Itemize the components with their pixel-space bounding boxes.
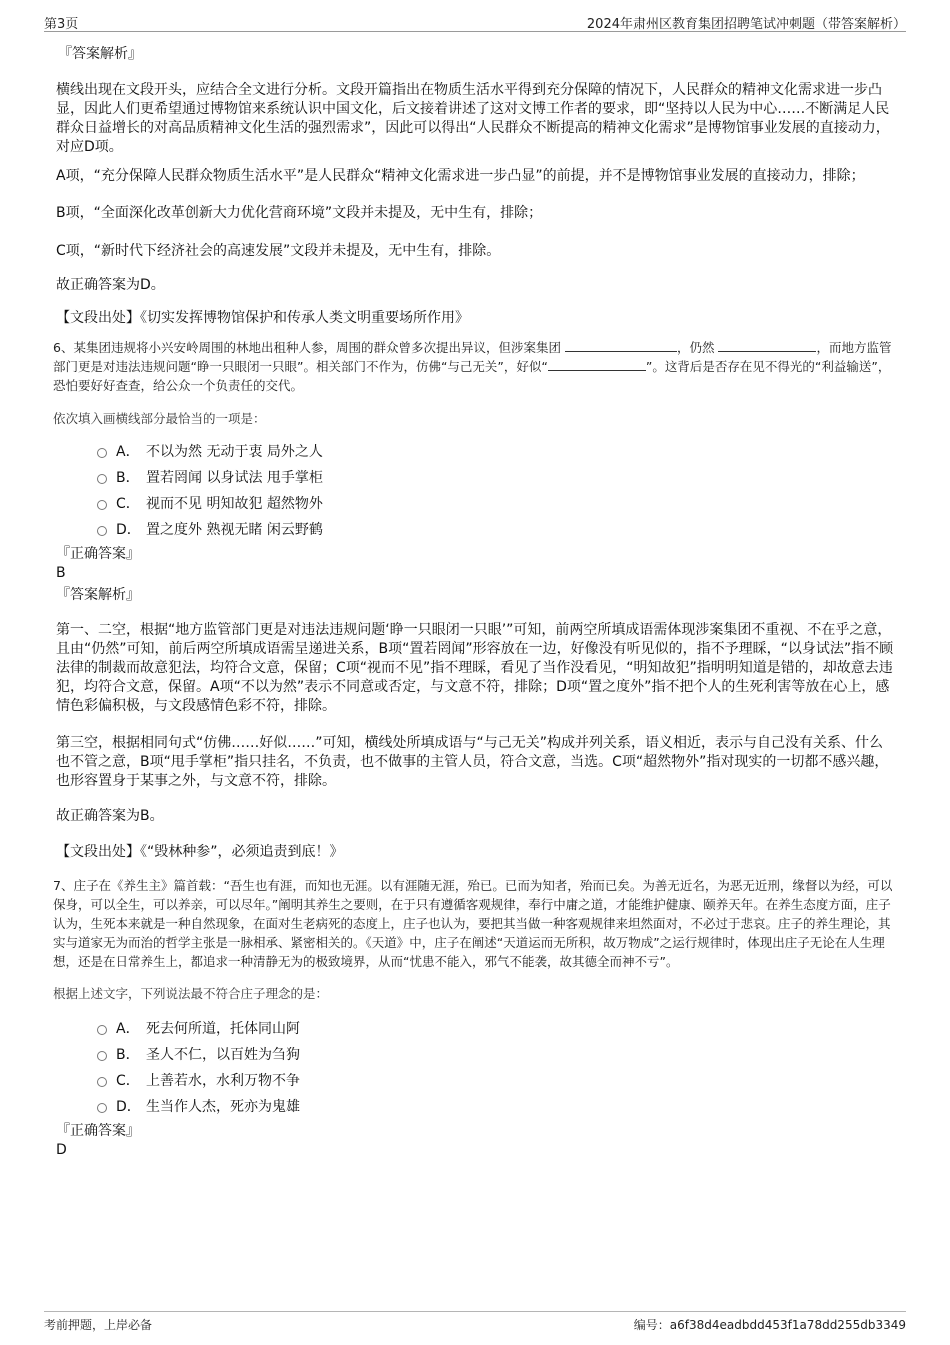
answer-blank <box>718 339 816 352</box>
analysis-label: 『答案解析』 <box>58 46 142 62</box>
radio-button-icon[interactable] <box>97 1051 107 1061</box>
correct-answer-label: 『正确答案』 <box>56 546 140 562</box>
analysis-paragraph: 第三空，根据相同句式“仿佛……好似……”可知，横线处所填成语与“与己无关”构成并列关系，语义相近，表示与自己没有关系、什么也不管之意，B项“甩手掌柜”指只挂名，不负责，也不做事的主管人员，符合文意，当选。C项“超然物外”指对现实的一切都不感兴趣，也形容置身于某事之外，与文意不符，排除。 <box>56 735 889 789</box>
option-b[interactable]: B． 圣人不仁，以百姓为刍狗 <box>97 1041 894 1067</box>
radio-button-icon[interactable] <box>97 474 107 484</box>
document-title: 2024年肃州区教育集团招聘笔试冲刺题（带答案解析） <box>586 17 906 32</box>
option-a[interactable]: A． 不以为然 无动于衷 局外之人 <box>97 438 894 464</box>
correct-answer-label: 『正确答案』 <box>56 1123 140 1139</box>
radio-button-icon[interactable] <box>97 1077 107 1087</box>
radio-button-icon[interactable] <box>97 1025 107 1035</box>
analysis-paragraph: 第一、二空，根据“地方监管部门更是对违法违规问题‘睁一只眼闭一只眼’”可知，前两空所填成语需体现涉案集团不重视、不在乎之意，且由“仍然”可知，前后两空所填成语需呈递进关系，B项“置若罔闻”形容放在一边，好像没有听见似的，指不予理睬，“以身试法”指不顾法律的制裁而故意犯法，均符合文意，保留；C项“视而不见”指不理睬，看见了当作没看见，“明知故犯”指明明知道是错的，却故意去违犯，均符合文意，保留。A项“不以为然”表示不同意或否定，与文意不符，排除；D项“置之度外”指不把个人的生死利害等放在心上，感情色彩偏积极，与文段感情色彩不符，排除。 <box>56 622 894 714</box>
page-header <box>44 11 906 32</box>
conclusion: 故正确答案为B。 <box>56 808 164 824</box>
question-7-text: 7、庄子在《养生主》篇首载：“吾生也有涯，而知也无涯。以有涯随无涯，殆已。已而为知者，殆而已矣。为善无近名，为恶无近刑，缘督以为经，可以保身，可以全生，可以养亲，可以尽年。”阐明其养生之要则，在于只有遵循客观规律，奉行中庸之道，才能维护健康、颐养天年。在养生态度方面，庄子认为，生死本来就是一种自然现象，在面对生老病死的态度上，庄子也认为，要把其当做一种客观规律来坦然面对，不必过于悲哀。庄子的养生理论，其实与道家无为而治的哲学主张是一脉相承、紧密相关的。《天道》中，庄子在阐述“天道运而无所积，故万物成”之运行规律时，体现出庄子无论在人生理想，还是在日常养生上，都追求一种清静无为的极致境界，从而“忧患不能入，邪气不能袭，故其德全而神不亏”。 <box>53 878 893 969</box>
question-6-options <box>97 438 894 542</box>
analysis-paragraph: C项，“新时代下经济社会的高速发展”文段并未提及，无中生有，排除。 <box>56 243 501 259</box>
option-c[interactable]: C． 视而不见 明知故犯 超然物外 <box>97 490 894 516</box>
question-7-options <box>97 1015 894 1119</box>
question-6-instruction: 依次填入画横线部分最恰当的一项是： <box>53 411 266 426</box>
radio-button-icon[interactable] <box>97 526 107 536</box>
option-d[interactable]: D． 生当作人杰，死亦为鬼雄 <box>97 1093 894 1119</box>
conclusion: 故正确答案为D。 <box>56 277 165 293</box>
answer-blank <box>565 339 677 352</box>
correct-answer: B <box>56 565 66 581</box>
page-number: 第3页 <box>44 17 79 32</box>
radio-button-icon[interactable] <box>97 500 107 510</box>
question-6-text: 6、某集团违规将小兴安岭周围的林地出租种人参，周围的群众曾多次提出异议，但涉案集团 ，仍然 ，而地方监管部门更是对违法违规问题“睁一只眼闭一只眼”。相关部门不作为，仿佛“与己无关”，好似“ ”。这背后是否存在见不得光的“利益输送”，恐怕要好好查查，给公众一个负责任的交代。 <box>53 340 892 393</box>
analysis-paragraph: 横线出现在文段开头，应结合全文进行分析。文段开篇指出在物质生活水平得到充分保障的情况下，人民群众的精神文化需求进一步凸显，因此人们更希望通过博物馆来系统认识中国文化，后文接着讲述了这对文博工作者的要求，即“坚持以人民为中心……不断满足人民群众日益增长的对高品质精神文化生活的强烈需求”，因此可以得出“人民群众不断提高的精神文化需求”是博物馆事业发展的直接动力，对应D项。 <box>56 82 890 155</box>
footer-slogan: 考前押题，上岸必备 <box>44 1318 153 1332</box>
analysis-paragraph: A项，“充分保障人民群众物质生活水平”是人民群众“精神文化需求进一步凸显”的前提，并不是博物馆事业发展的直接动力，排除； <box>56 168 865 184</box>
question-7-instruction: 根据上述文字，下列说法最不符合庄子理念的是： <box>53 986 329 1001</box>
answer-blank <box>548 358 646 371</box>
source-citation: 【文段出处】《“毁林种参”，必须追责到底！》 <box>56 844 344 860</box>
correct-answer: D <box>56 1142 67 1158</box>
source-citation: 【文段出处】《切实发挥博物馆保护和传承人类文明重要场所作用》 <box>56 310 469 326</box>
option-d[interactable]: D． 置之度外 熟视无睹 闲云野鹤 <box>97 516 894 542</box>
analysis-label: 『答案解析』 <box>56 587 140 603</box>
option-a[interactable]: A． 死去何所道，托体同山阿 <box>97 1015 894 1041</box>
option-c[interactable]: C． 上善若水，水利万物不争 <box>97 1067 894 1093</box>
analysis-paragraph: B项，“全面深化改革创新大力优化营商环境”文段并未提及，无中生有，排除； <box>56 205 543 221</box>
document-code: 编号：a6f38d4eadbdd453f1a78dd255db3349 <box>633 1318 906 1332</box>
option-b[interactable]: B． 置若罔闻 以身试法 甩手掌柜 <box>97 464 894 490</box>
radio-button-icon[interactable] <box>97 448 107 458</box>
radio-button-icon[interactable] <box>97 1103 107 1113</box>
document-body <box>53 44 894 1160</box>
page-footer <box>44 1311 906 1334</box>
